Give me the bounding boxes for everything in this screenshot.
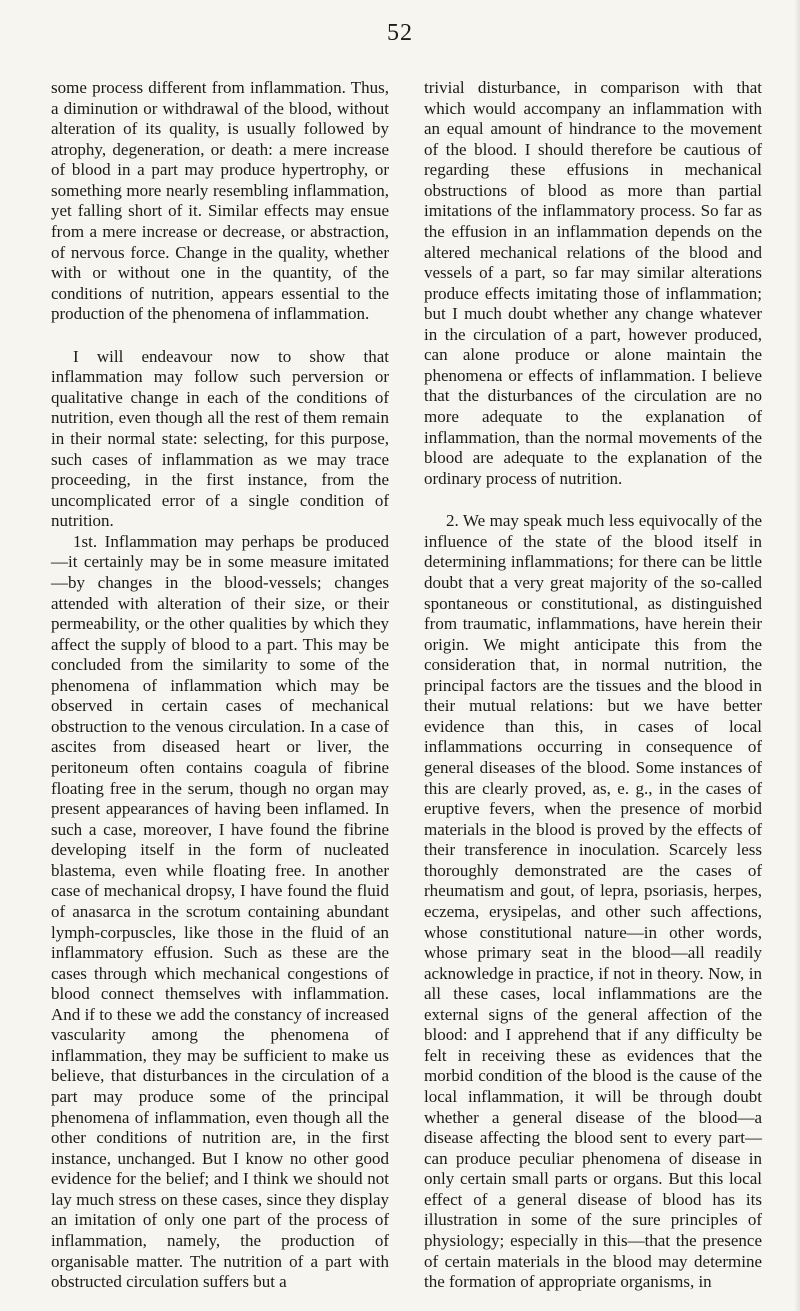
page-number: 52 bbox=[387, 20, 413, 46]
paragraph: some process different from inflammation. Thus, a diminution or withdrawal of the blood, without alteration of its quality, is usually followed by atrophy, degeneration, or death: a mere increase of blood in a part may produce hypertrophy, or something more nearly resembling inflammation, yet falling short of it. Similar effects may ensue from a mere increase or decrease, or abstraction, of nervous force. Change in the quality, whether with or without one in the quantity, of the conditions of nutrition, appears essential to the production of the phenomena of inflammation. bbox=[51, 78, 389, 324]
left-column bbox=[51, 78, 389, 1293]
page-edge-shadow bbox=[794, 0, 800, 1311]
paragraph: trivial disturbance, in comparison with that which would accompany an inflammation with an equal amount of hindrance to the movement of the blood. I should therefore be cautious of regarding these effusions in mechanical obstructions of blood as more than partial imitations of the inflammatory process. So far as the effusion in an inflammation depends on the altered mechanical relations of the blood and vessels of a part, so far may similar alterations produce effects imitating those of inflammation; but I much doubt whether any change whatever in the circulation of a part, however produced, can alone produce or alone maintain the phenomena or effects of inflammation. I believe that the disturbances of the circulation are no more adequate to the explanation of inflammation, than the normal movements of the blood are adequate to the explanation of the ordinary process of nutrition. bbox=[424, 78, 762, 488]
paragraph: 1st. Inflammation may perhaps be produced—it certainly may be in some measure imitated—by changes in the blood-vessels; changes attended with alteration of their size, or their permeability, or the other qualities by which they affect the supply of blood to a part. This may be concluded from the similarity to some of the phenomena of inflammation which may be observed in certain cases of mechanical obstruction to the venous circulation. In a case of ascites from diseased heart or liver, the peritoneum often contains coagula of fibrine floating free in the serum, though no organ may present appearances of having been inflamed. In such a case, moreover, I have found the fibrine developing itself in the form of nucleated blastema, even while floating free. In another case of mechanical dropsy, I have found the fluid of anasarca in the scrotum containing abundant lymph-corpuscles, like those in the fluid of an inflammatory effusion. Such as these are the cases through which mechanical congestions of blood connect themselves with inflammation. And if to these we add the constancy of increased vascularity among the phenomena of inflammation, they may be sufficient to make us believe, that disturbances in the circulation of a part may produce some of the principal phenomena of inflammation, even though all the other conditions of nutrition are, in the first instance, unchanged. But I know no other good evidence for the belief; and I think we should not lay much stress on these cases, since they display an imitation of only one part of the process of inflammation, namely, the production of organisable matter. The nutrition of a part with obstructed circulation suffers but a bbox=[51, 531, 389, 1292]
paragraph: I will endeavour now to show that inflammation may follow such perversion or qualitative change in each of the conditions of nutrition, even though all the rest of them remain in their normal state: selecting, for this purpose, such cases of inflammation as we may trace proceeding, in the first instance, from the uncomplicated error of a single condition of nutrition. bbox=[51, 346, 389, 531]
paragraph: 2. We may speak much less equivocally of the influence of the state of the blood itself in determining inflammations; for there can be little doubt that a very great majority of the so-called spontaneous or constitutional, as distinguished from traumatic, inflammations, have herein their origin. We might anticipate this from the consideration that, in normal nutrition, the principal factors are the tissues and the blood in their mutual relations: but we have better evidence than this, in cases of local inflammations occurring in consequence of general diseases of the blood. Some instances of this are clearly proved, as, e. g., in the cases of eruptive fevers, when the presence of morbid materials in the blood is proved by the effects of their transference in inoculation. Scarcely less thoroughly demonstrated are the cases of rheumatism and gout, of lepra, psoriasis, herpes, eczema, erysipelas, and other such affections, whose constitutional nature—in other words, whose primary seat in the blood—all readily acknowledge in practice, if not in theory. Now, in all these cases, local inflammations are the external signs of the general affection of the blood: and I apprehend that if any difficulty be felt in receiving these as evidences that the morbid condition of the blood is the cause of the local inflammation, it will be through doubt whether a general disease of the blood—a disease affecting the blood sent to every part—can produce peculiar phenomena of disease in only certain small parts or organs. But this local effect of a general disease of blood has its illustration in some of the sure principles of physiology; especially in this—that the presence of certain materials in the blood may determine the formation of appropriate organisms, in bbox=[424, 511, 762, 1292]
right-column bbox=[424, 78, 762, 1293]
